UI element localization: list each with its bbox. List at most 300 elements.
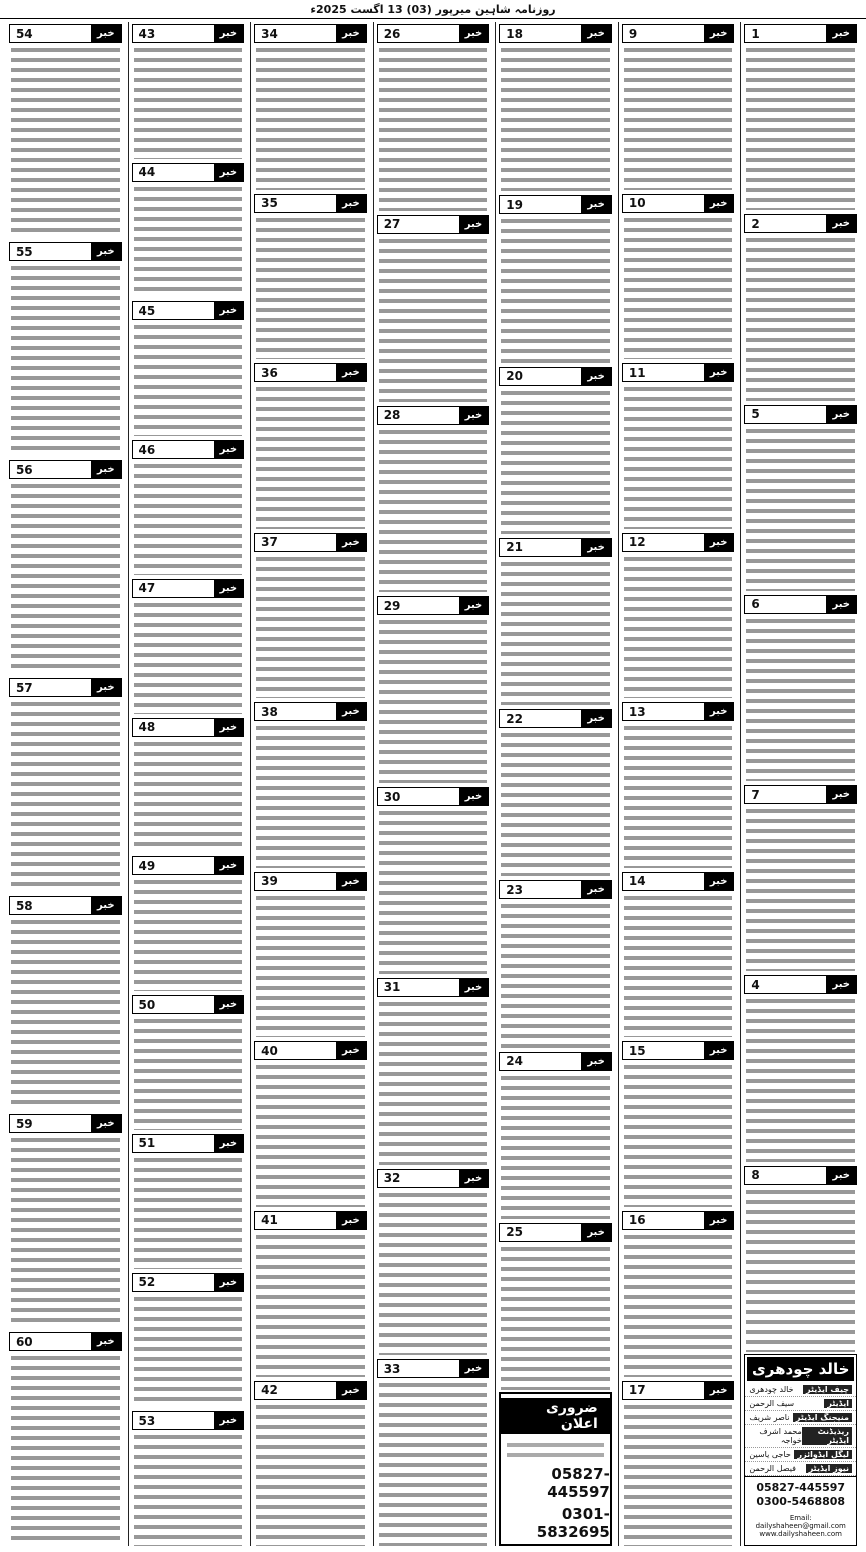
article-tag bbox=[132, 301, 245, 320]
article-body-text bbox=[134, 877, 243, 991]
article-number: 50 bbox=[138, 997, 156, 1012]
article-tag-label: خبر bbox=[336, 195, 366, 212]
news-article bbox=[377, 594, 490, 783]
article-body-text bbox=[379, 45, 488, 211]
news-article bbox=[499, 878, 612, 1047]
article-tag bbox=[622, 872, 735, 891]
article-body-text bbox=[256, 1062, 365, 1207]
article-body-text bbox=[746, 996, 855, 1161]
staff-role: منیجنگ ایڈیٹر bbox=[793, 1413, 852, 1422]
article-tag bbox=[744, 975, 857, 994]
chief-editor-name: خالد چودھری bbox=[747, 1357, 854, 1381]
article-body-text bbox=[256, 893, 365, 1038]
article-number: 51 bbox=[138, 1136, 156, 1151]
article-body-text bbox=[379, 808, 488, 974]
news-article bbox=[377, 22, 490, 211]
article-tag-label: خبر bbox=[459, 788, 489, 805]
news-article bbox=[622, 361, 735, 529]
article-number: 59 bbox=[15, 1116, 33, 1131]
article-tag-label: خبر bbox=[459, 1170, 489, 1187]
article-tag bbox=[622, 1211, 735, 1230]
article-tag bbox=[499, 367, 612, 386]
news-article bbox=[254, 1039, 367, 1207]
article-tag-label: خبر bbox=[214, 441, 244, 458]
article-tag bbox=[744, 214, 857, 233]
news-article bbox=[622, 531, 735, 699]
staff-name: حاجی یاسین bbox=[749, 1449, 791, 1459]
article-tag-label: خبر bbox=[336, 1042, 366, 1059]
article-tag-label: خبر bbox=[581, 25, 611, 42]
news-article bbox=[9, 894, 122, 1110]
news-article bbox=[622, 870, 735, 1038]
article-body-text bbox=[379, 617, 488, 783]
article-tag bbox=[622, 533, 735, 552]
article-body-text bbox=[134, 739, 243, 853]
article-body-text bbox=[501, 559, 610, 705]
news-article bbox=[9, 1112, 122, 1328]
news-column bbox=[250, 22, 370, 1546]
article-number: 40 bbox=[261, 1043, 278, 1058]
news-article bbox=[744, 22, 857, 210]
staff-row bbox=[745, 1383, 856, 1397]
article-body-text bbox=[624, 384, 733, 529]
article-body-text bbox=[501, 1073, 610, 1219]
article-tag bbox=[132, 440, 245, 459]
news-article bbox=[744, 1164, 857, 1352]
article-tag-label: خبر bbox=[581, 881, 611, 898]
article-body-text bbox=[746, 426, 855, 591]
news-column bbox=[373, 22, 493, 1546]
article-number: 36 bbox=[261, 365, 278, 380]
article-tag bbox=[499, 1223, 612, 1242]
article-body-text bbox=[624, 1232, 733, 1377]
article-body-text bbox=[379, 1380, 488, 1546]
article-tag bbox=[499, 880, 612, 899]
article-number: 11 bbox=[628, 365, 646, 380]
article-body-text bbox=[256, 45, 365, 190]
news-article bbox=[9, 676, 122, 892]
article-number: 26 bbox=[383, 26, 401, 41]
news-article bbox=[377, 404, 490, 593]
article-body-text bbox=[379, 427, 488, 593]
article-number: 54 bbox=[15, 26, 33, 41]
article-tag-label: خبر bbox=[704, 25, 734, 42]
columns-container bbox=[6, 22, 860, 1546]
news-column bbox=[740, 22, 860, 1546]
article-tag bbox=[622, 24, 735, 43]
article-tag bbox=[377, 406, 490, 425]
article-number: 4 bbox=[751, 977, 760, 992]
news-article bbox=[132, 161, 245, 298]
news-article bbox=[132, 1409, 245, 1546]
article-tag-label: خبر bbox=[581, 196, 611, 213]
important-notice-box bbox=[499, 1392, 612, 1546]
news-article bbox=[132, 22, 245, 159]
article-body-text bbox=[501, 1244, 610, 1390]
news-article bbox=[744, 403, 857, 591]
news-article bbox=[377, 213, 490, 402]
article-tag bbox=[9, 896, 122, 915]
article-tag-label: خبر bbox=[826, 25, 856, 42]
article-tag-label: خبر bbox=[91, 897, 121, 914]
article-number: 25 bbox=[506, 1225, 523, 1240]
article-tag bbox=[132, 718, 245, 737]
news-article bbox=[377, 1167, 490, 1356]
news-article bbox=[9, 240, 122, 456]
article-body-text bbox=[11, 699, 120, 892]
staff-row bbox=[745, 1411, 856, 1425]
article-number: 15 bbox=[628, 1043, 646, 1058]
article-tag bbox=[377, 1169, 490, 1188]
article-tag bbox=[499, 195, 612, 214]
article-number: 20 bbox=[506, 369, 523, 383]
article-body-text bbox=[134, 184, 243, 298]
article-tag bbox=[622, 363, 735, 382]
article-tag-label: خبر bbox=[459, 979, 489, 996]
article-tag bbox=[9, 24, 122, 43]
article-tag-label: خبر bbox=[336, 534, 366, 551]
article-tag bbox=[132, 995, 245, 1014]
article-number: 41 bbox=[261, 1213, 278, 1228]
article-body-text bbox=[746, 235, 855, 400]
article-tag bbox=[132, 1134, 245, 1153]
article-number: 39 bbox=[261, 874, 278, 889]
article-tag bbox=[622, 702, 735, 721]
article-tag bbox=[254, 872, 367, 891]
article-body-text bbox=[624, 1402, 733, 1547]
article-body-text bbox=[134, 600, 243, 714]
article-tag-label: خبر bbox=[581, 539, 611, 556]
article-tag-label: خبر bbox=[91, 679, 121, 696]
article-number: 9 bbox=[628, 26, 638, 41]
article-tag bbox=[622, 194, 735, 213]
article-number: 19 bbox=[506, 197, 523, 212]
article-tag bbox=[377, 978, 490, 997]
article-body-text bbox=[11, 45, 120, 238]
article-tag-label: خبر bbox=[581, 1224, 611, 1241]
news-article bbox=[132, 299, 245, 436]
article-number: 44 bbox=[138, 165, 156, 180]
article-tag-label: خبر bbox=[826, 1167, 856, 1184]
article-number: 49 bbox=[138, 858, 156, 873]
phone-number: 05827-445597 bbox=[756, 1480, 846, 1494]
staff-role: چیف ایڈیٹر bbox=[803, 1385, 852, 1394]
article-tag bbox=[744, 24, 857, 43]
article-tag bbox=[499, 709, 612, 728]
article-tag-label: خبر bbox=[336, 873, 366, 890]
news-article bbox=[9, 1330, 122, 1546]
article-tag-label: خبر bbox=[704, 364, 734, 381]
article-body-text bbox=[134, 1016, 243, 1130]
article-number: 55 bbox=[15, 244, 33, 259]
article-tag-label: خبر bbox=[214, 164, 244, 181]
article-tag-label: خبر bbox=[826, 976, 856, 993]
article-number: 52 bbox=[138, 1275, 156, 1290]
article-body-text bbox=[624, 1062, 733, 1207]
article-body-text bbox=[134, 461, 243, 575]
staff-name: ناصر شریف bbox=[749, 1412, 790, 1422]
article-tag-label: خبر bbox=[91, 1115, 121, 1132]
staff-name: فیصل الرحمن bbox=[749, 1463, 796, 1473]
article-tag bbox=[744, 1166, 857, 1185]
article-tag bbox=[132, 24, 245, 43]
article-tag bbox=[499, 538, 612, 557]
article-number: 13 bbox=[628, 704, 646, 719]
article-tag-label: خبر bbox=[581, 368, 611, 385]
news-article bbox=[744, 973, 857, 1161]
article-tag-label: خبر bbox=[214, 857, 244, 874]
news-article bbox=[254, 870, 367, 1038]
article-number: 35 bbox=[261, 196, 278, 211]
article-tag-label: خبر bbox=[459, 1360, 489, 1377]
article-body-text bbox=[256, 1402, 365, 1547]
article-tag bbox=[132, 1273, 245, 1292]
article-number: 47 bbox=[138, 581, 156, 596]
notice-text bbox=[507, 1440, 605, 1458]
contact-email: Email: dailyshaheen@gmail.com www.dailyshaheen.com bbox=[755, 1513, 846, 1538]
article-tag bbox=[254, 1381, 367, 1400]
article-tag-label: خبر bbox=[459, 25, 489, 42]
article-number: 32 bbox=[383, 1171, 401, 1185]
article-number: 58 bbox=[15, 898, 33, 913]
news-article bbox=[254, 192, 367, 360]
staff-name: خالد چودھری bbox=[749, 1384, 794, 1394]
article-tag-label: خبر bbox=[704, 703, 734, 720]
news-column bbox=[6, 22, 125, 1546]
staff-role: نیوز ایڈیٹر bbox=[806, 1464, 852, 1473]
article-body-text bbox=[134, 45, 243, 159]
news-article bbox=[499, 1221, 612, 1390]
notice-title: ضروری اعلان bbox=[501, 1398, 610, 1434]
staff-row bbox=[745, 1397, 856, 1411]
news-article bbox=[132, 716, 245, 853]
staff-name: سیف الرحمن bbox=[749, 1398, 795, 1408]
article-tag-label: خبر bbox=[214, 996, 244, 1013]
article-tag bbox=[377, 24, 490, 43]
news-article bbox=[9, 22, 122, 238]
news-article bbox=[499, 536, 612, 705]
article-number: 34 bbox=[261, 26, 278, 41]
article-tag bbox=[9, 1332, 122, 1351]
article-tag-label: خبر bbox=[91, 1333, 121, 1350]
article-tag-label: خبر bbox=[459, 216, 489, 233]
news-article bbox=[622, 1209, 735, 1377]
news-article bbox=[254, 361, 367, 529]
article-tag-label: خبر bbox=[91, 25, 121, 42]
article-tag-label: خبر bbox=[214, 302, 244, 319]
staff-role: ریذیڈنٹ ایڈیٹر bbox=[802, 1427, 852, 1445]
article-tag bbox=[254, 533, 367, 552]
news-article bbox=[499, 707, 612, 876]
article-tag bbox=[254, 363, 367, 382]
news-article bbox=[132, 438, 245, 575]
article-tag-label: خبر bbox=[214, 1135, 244, 1152]
news-article bbox=[254, 700, 367, 868]
article-tag bbox=[9, 242, 122, 261]
staff-name: محمد اشرف خواجہ bbox=[759, 1426, 802, 1445]
article-body-text bbox=[11, 1353, 120, 1546]
article-tag bbox=[254, 24, 367, 43]
article-number: 8 bbox=[751, 1168, 760, 1183]
article-tag-label: خبر bbox=[581, 710, 611, 727]
article-tag bbox=[254, 194, 367, 213]
staff-role: لیگل ایڈوائزر bbox=[794, 1450, 852, 1459]
article-tag bbox=[622, 1041, 735, 1060]
article-tag-label: خبر bbox=[704, 195, 734, 212]
article-tag-label: خبر bbox=[214, 719, 244, 736]
article-body-text bbox=[11, 917, 120, 1110]
news-article bbox=[744, 783, 857, 971]
article-number: 27 bbox=[383, 217, 401, 232]
article-number: 7 bbox=[751, 787, 760, 802]
article-tag-label: خبر bbox=[214, 1412, 244, 1429]
masthead: روزنامہ شاہین میرپور (03) 13 اگست 2025ء bbox=[0, 0, 866, 19]
news-article bbox=[132, 993, 245, 1130]
phone-number: 0300-5468808 bbox=[756, 1494, 846, 1508]
article-number: 30 bbox=[383, 789, 401, 804]
article-tag bbox=[377, 1359, 490, 1378]
article-tag-label: خبر bbox=[704, 873, 734, 890]
article-tag-label: خبر bbox=[704, 1042, 734, 1059]
news-article bbox=[254, 531, 367, 699]
news-article bbox=[377, 976, 490, 1165]
article-tag-label: خبر bbox=[826, 215, 856, 232]
article-tag bbox=[9, 678, 122, 697]
article-tag-label: خبر bbox=[214, 1274, 244, 1291]
article-number: 2 bbox=[751, 216, 760, 231]
article-body-text bbox=[501, 730, 610, 876]
article-number: 38 bbox=[261, 704, 278, 719]
news-article bbox=[622, 700, 735, 868]
article-body-text bbox=[746, 1187, 855, 1352]
news-article bbox=[744, 212, 857, 400]
article-body-text bbox=[11, 1135, 120, 1328]
article-number: 29 bbox=[383, 598, 401, 613]
article-number: 46 bbox=[138, 442, 156, 457]
article-tag-label: خبر bbox=[704, 534, 734, 551]
article-tag-label: خبر bbox=[581, 1053, 611, 1070]
article-number: 21 bbox=[506, 540, 523, 555]
article-tag bbox=[254, 1211, 367, 1230]
notice-phone: 05827-445597 bbox=[547, 1465, 610, 1501]
article-tag-label: خبر bbox=[459, 407, 489, 424]
news-article bbox=[622, 192, 735, 360]
article-tag bbox=[132, 579, 245, 598]
staff-row bbox=[745, 1425, 856, 1448]
article-tag-label: خبر bbox=[826, 406, 856, 423]
article-tag bbox=[744, 785, 857, 804]
article-body-text bbox=[256, 1232, 365, 1377]
article-tag bbox=[622, 1381, 735, 1400]
news-article bbox=[132, 577, 245, 714]
news-article bbox=[132, 1132, 245, 1269]
news-article bbox=[9, 458, 122, 674]
article-body-text bbox=[624, 215, 733, 360]
contact-phones bbox=[745, 1476, 856, 1512]
article-number: 60 bbox=[15, 1334, 33, 1349]
article-body-text bbox=[624, 723, 733, 868]
news-column bbox=[495, 22, 615, 1546]
article-tag-label: خبر bbox=[91, 461, 121, 478]
article-tag bbox=[9, 1114, 122, 1133]
news-article bbox=[744, 593, 857, 781]
article-tag-label: خبر bbox=[91, 243, 121, 260]
news-article bbox=[499, 22, 612, 191]
article-tag bbox=[254, 702, 367, 721]
news-article bbox=[377, 1357, 490, 1546]
article-body-text bbox=[379, 1190, 488, 1356]
article-number: 56 bbox=[15, 462, 33, 477]
article-tag bbox=[499, 24, 612, 43]
article-body-text bbox=[624, 554, 733, 699]
article-body-text bbox=[11, 263, 120, 456]
article-tag-label: خبر bbox=[704, 1382, 734, 1399]
article-number: 45 bbox=[138, 303, 156, 318]
article-tag-label: خبر bbox=[336, 1212, 366, 1229]
article-tag bbox=[254, 1041, 367, 1060]
article-number: 31 bbox=[383, 980, 401, 995]
article-tag-label: خبر bbox=[459, 597, 489, 614]
article-tag-label: خبر bbox=[704, 1212, 734, 1229]
article-body-text bbox=[256, 215, 365, 360]
news-column bbox=[128, 22, 248, 1546]
article-number: 1 bbox=[751, 26, 760, 41]
article-tag-label: خبر bbox=[336, 364, 366, 381]
article-body-text bbox=[256, 554, 365, 699]
article-tag bbox=[132, 163, 245, 182]
article-number: 17 bbox=[628, 1383, 646, 1397]
article-tag-label: خبر bbox=[336, 1382, 366, 1399]
article-body-text bbox=[746, 616, 855, 781]
news-article bbox=[132, 1271, 245, 1408]
article-body-text bbox=[256, 723, 365, 868]
article-number: 53 bbox=[138, 1413, 156, 1428]
article-tag bbox=[499, 1052, 612, 1071]
staff-row bbox=[745, 1462, 856, 1476]
news-column bbox=[618, 22, 738, 1546]
staff-role: ایڈیٹر bbox=[824, 1399, 852, 1408]
news-article bbox=[254, 1209, 367, 1377]
article-number: 37 bbox=[261, 535, 278, 550]
article-number: 28 bbox=[383, 408, 401, 422]
article-tag bbox=[132, 856, 245, 875]
article-body-text bbox=[11, 481, 120, 674]
article-tag-label: خبر bbox=[214, 25, 244, 42]
article-number: 23 bbox=[506, 882, 523, 897]
article-body-text bbox=[134, 1155, 243, 1269]
news-article bbox=[254, 1379, 367, 1547]
article-number: 24 bbox=[506, 1054, 523, 1068]
news-article bbox=[499, 1050, 612, 1219]
article-body-text bbox=[501, 388, 610, 534]
article-body-text bbox=[624, 893, 733, 1038]
news-article bbox=[499, 365, 612, 534]
article-tag bbox=[377, 787, 490, 806]
article-number: 33 bbox=[383, 1361, 401, 1376]
news-article bbox=[622, 1379, 735, 1547]
article-body-text bbox=[624, 45, 733, 190]
article-body-text bbox=[134, 1432, 243, 1546]
news-article bbox=[377, 785, 490, 974]
article-body-text bbox=[746, 806, 855, 971]
publisher-info-box bbox=[744, 1354, 857, 1546]
article-number: 10 bbox=[628, 196, 646, 211]
article-tag bbox=[744, 405, 857, 424]
article-tag bbox=[132, 1411, 245, 1430]
article-number: 5 bbox=[751, 407, 760, 422]
article-body-text bbox=[501, 901, 610, 1047]
article-number: 14 bbox=[628, 874, 646, 889]
